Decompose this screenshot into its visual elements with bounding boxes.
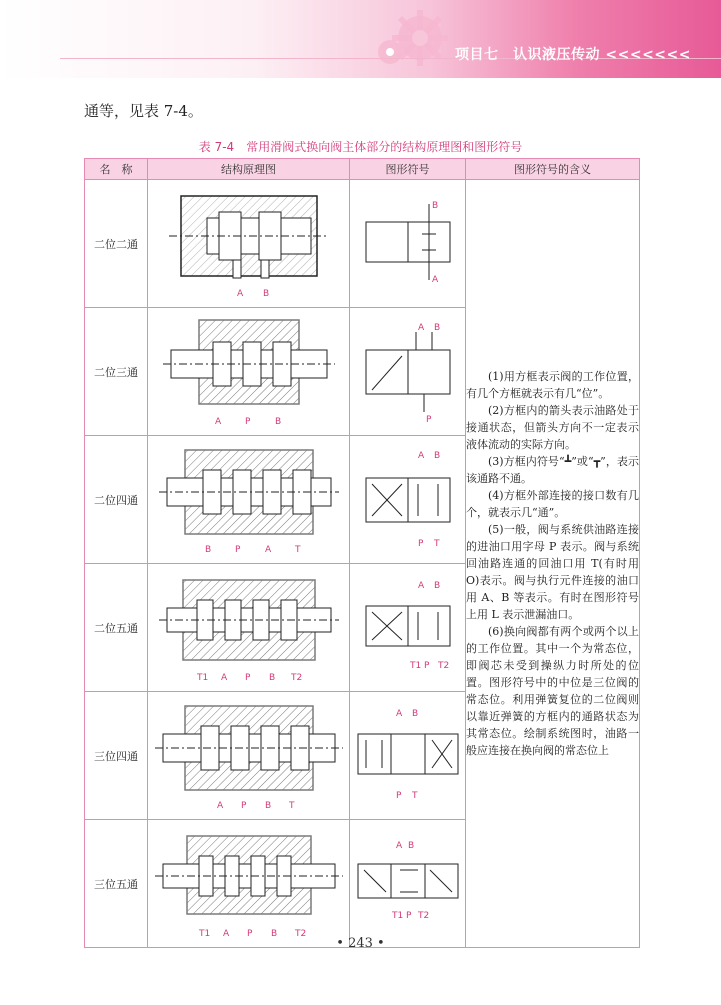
symbol-port-label: A	[431, 274, 438, 285]
header-symbol: 图形符号	[350, 159, 466, 180]
header-name: 名 称	[85, 159, 148, 180]
structure-port-label: T2	[290, 672, 302, 683]
symbol-port-label: T2	[417, 910, 429, 921]
symbol-port-label: B	[411, 708, 418, 719]
structure-port-label: P	[246, 928, 252, 939]
structure-port-label: A	[220, 672, 227, 683]
structure-port-label: T	[288, 800, 294, 811]
symbol-port-label: B	[431, 200, 438, 211]
symbol-port-label: P	[425, 414, 431, 425]
structure-port-label: B	[270, 928, 277, 939]
symbol-diagram	[350, 436, 466, 564]
structure-port-label: T1	[198, 928, 210, 939]
structure-port-label: A	[264, 544, 271, 555]
structure-port-label: P	[244, 672, 250, 683]
meaning-paragraph: (1)用方框表示阀的工作位置，有几个方框就表示有几“位”。	[466, 370, 639, 400]
symbol-port-label: B	[433, 580, 440, 591]
structure-diagram	[148, 308, 350, 436]
table-header-row	[85, 159, 640, 180]
symbol-port-label: T	[411, 790, 417, 801]
symbol-port-label: T1	[409, 660, 421, 671]
symbol-port-label: B	[433, 450, 440, 461]
table-row	[85, 180, 640, 308]
structure-diagram	[148, 436, 350, 564]
symbol-port-label: T1	[391, 910, 403, 921]
header-meaning: 图形符号的含义	[466, 159, 640, 180]
table-caption: 表 7-4 常用滑阀式换向阀主体部分的结构原理图和图形符号	[198, 140, 523, 154]
valve-name: 三位四通	[85, 692, 148, 820]
symbol-port-label: P	[395, 790, 401, 801]
structure-port-label: T	[294, 544, 300, 555]
symbol-port-label: A	[395, 708, 402, 719]
symbol-diagram	[350, 820, 466, 948]
structure-diagram	[148, 180, 350, 308]
structure-port-label: T2	[294, 928, 306, 939]
symbol-port-label: P	[423, 660, 429, 671]
structure-port-label: B	[204, 544, 211, 555]
valve-name: 二位四通	[85, 436, 148, 564]
valve-name: 二位五通	[85, 564, 148, 692]
structure-diagram	[148, 564, 350, 692]
valve-name: 三位五通	[85, 820, 148, 948]
valve-name: 二位三通	[85, 308, 148, 436]
structure-port-label: A	[222, 928, 229, 939]
symbol-diagram	[350, 180, 466, 308]
structure-port-label: A	[214, 416, 221, 427]
symbol-diagram	[350, 308, 466, 436]
symbol-port-label: A	[417, 580, 424, 591]
chapter-banner	[0, 0, 721, 78]
structure-port-label: A	[216, 800, 223, 811]
meaning-paragraph: (3)方框内符号“┻”或“┳”，表示该通路不通。	[466, 455, 639, 485]
symbol-port-label: B	[433, 322, 440, 333]
structure-port-label: P	[234, 544, 240, 555]
symbol-port-label: B	[407, 840, 414, 851]
structure-port-label: B	[274, 416, 281, 427]
structure-port-label: P	[244, 416, 250, 427]
structure-port-label: B	[268, 672, 275, 683]
meaning-paragraph: (6)换向阀都有两个或两个以上的工作位置。其中一个为常态位，即阀芯未受到操纵力时所处的位置。图形符号中的中位是三位阀的常态位。利用弹簧复位的二位阀则以靠近弹簧的方框内的通路状态为其常态位。绘制系统图时，油路一般应连接在换向阀的常态位上	[466, 625, 639, 757]
symbol-port-label: P	[405, 910, 411, 921]
structure-port-label: T1	[196, 672, 208, 683]
header-structure: 结构原理图	[148, 159, 350, 180]
symbol-port-label: P	[417, 538, 423, 549]
structure-diagram	[148, 820, 350, 948]
gear-icon	[360, 6, 470, 76]
symbol-port-label: A	[417, 450, 424, 461]
valve-table	[84, 158, 640, 948]
structure-port-label: B	[262, 288, 269, 299]
symbol-port-label: A	[417, 322, 424, 333]
structure-port-label: A	[236, 288, 243, 299]
symbol-diagram	[350, 692, 466, 820]
meaning-paragraph: (4)方框外部连接的接口数有几个，就表示几“通”。	[466, 489, 639, 519]
meaning-paragraph: (5)一般，阀与系统供油路连接的进油口用字母 P 表示。阀与系统回油路连通的回油口用 T(有时用 O)表示。阀与执行元件连接的油口用 A、B 等表示。有时在图形符号上用 L 表示泄漏油口。	[466, 523, 639, 621]
meaning-cell	[466, 180, 640, 948]
meaning-paragraph: (2)方框内的箭头表示油路处于接通状态，但箭头方向不一定表示液体流动的实际方向。	[466, 404, 639, 451]
structure-port-label: B	[264, 800, 271, 811]
page-number: • 243 •	[336, 936, 385, 951]
structure-diagram	[148, 692, 350, 820]
symbol-port-label: T	[433, 538, 439, 549]
symbol-diagram	[350, 564, 466, 692]
symbol-port-label: A	[395, 840, 402, 851]
valve-name: 二位二通	[85, 180, 148, 308]
symbol-port-label: T2	[437, 660, 449, 671]
intro-text: 通等，见表 7-4。	[84, 102, 203, 120]
chapter-title: 项目七 认识液压传动 <<<<<<<	[455, 47, 691, 63]
structure-port-label: P	[240, 800, 246, 811]
